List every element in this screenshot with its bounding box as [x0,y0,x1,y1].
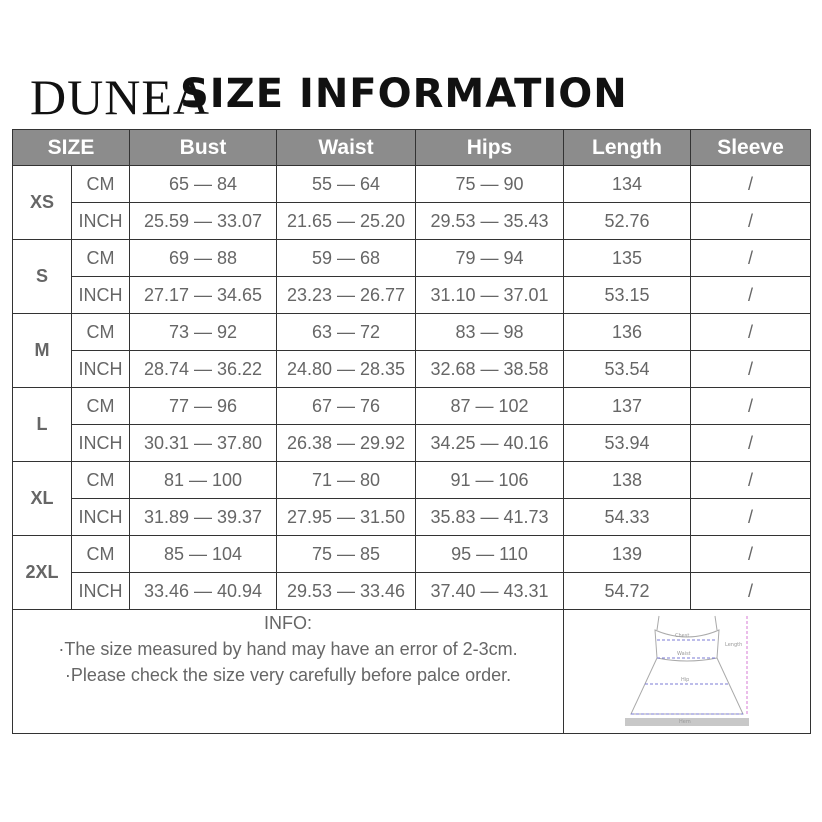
sleeve-cell: / [691,166,811,203]
waist-cell: 75 — 85 [277,536,416,573]
bust-cell: 28.74 — 36.22 [130,351,277,388]
diagram-label-hips: Hip [681,677,690,683]
unit-label: INCH [72,351,130,388]
header-size: SIZE [13,130,130,166]
sleeve-cell: / [691,203,811,240]
bust-cell: 27.17 — 34.65 [130,277,277,314]
dress-measurement-diagram-icon [617,610,757,728]
sleeve-cell: / [691,277,811,314]
length-cell: 136 [564,314,691,351]
waist-cell: 24.80 — 28.35 [277,351,416,388]
unit-label: CM [72,166,130,203]
waist-cell: 59 — 68 [277,240,416,277]
table-row [13,203,811,240]
table-row [13,351,811,388]
unit-label: INCH [72,277,130,314]
unit-label: CM [72,240,130,277]
hips-cell: 32.68 — 38.58 [416,351,564,388]
length-cell: 54.33 [564,499,691,536]
table-row [13,314,811,351]
waist-cell: 21.65 — 25.20 [277,203,416,240]
table-row [13,425,811,462]
size-label: XS [13,166,72,240]
sleeve-cell: / [691,351,811,388]
length-cell: 137 [564,388,691,425]
bust-cell: 77 — 96 [130,388,277,425]
table-row [13,240,811,277]
header-bust: Bust [130,130,277,166]
info-row [13,610,811,734]
size-label: 2XL [13,536,72,610]
table-row [13,573,811,610]
length-cell: 53.15 [564,277,691,314]
unit-label: INCH [72,425,130,462]
unit-label: CM [72,388,130,425]
waist-cell: 27.95 — 31.50 [277,499,416,536]
waist-cell: 71 — 80 [277,462,416,499]
header-hips: Hips [416,130,564,166]
table-row [13,462,811,499]
sleeve-cell: / [691,240,811,277]
bust-cell: 25.59 — 33.07 [130,203,277,240]
unit-label: INCH [72,203,130,240]
table-row [13,536,811,573]
bust-cell: 33.46 — 40.94 [130,573,277,610]
brand-logo: DUNEA [30,69,210,125]
waist-cell: 55 — 64 [277,166,416,203]
waist-cell: 23.23 — 26.77 [277,277,416,314]
hips-cell: 29.53 — 35.43 [416,203,564,240]
diagram-label-waist: Waist [677,651,691,657]
sleeve-cell: / [691,314,811,351]
table-row [13,277,811,314]
hips-cell: 37.40 — 43.31 [416,573,564,610]
hips-cell: 35.83 — 41.73 [416,499,564,536]
diagram-label-hem: Hem [679,719,691,725]
waist-cell: 29.53 — 33.46 [277,573,416,610]
table-header-row [13,130,811,166]
unit-label: CM [72,462,130,499]
length-cell: 134 [564,166,691,203]
hips-cell: 34.25 — 40.16 [416,425,564,462]
size-label: M [13,314,72,388]
unit-label: CM [72,536,130,573]
unit-label: CM [72,314,130,351]
length-cell: 138 [564,462,691,499]
length-cell: 135 [564,240,691,277]
hips-cell: 95 — 110 [416,536,564,573]
info-heading: INFO: [264,613,312,633]
sleeve-cell: / [691,462,811,499]
length-cell: 54.72 [564,573,691,610]
hips-cell: 87 — 102 [416,388,564,425]
waist-cell: 26.38 — 29.92 [277,425,416,462]
size-table [12,129,811,734]
length-cell: 53.54 [564,351,691,388]
bust-cell: 73 — 92 [130,314,277,351]
table-row [13,166,811,203]
hips-cell: 75 — 90 [416,166,564,203]
size-label: L [13,388,72,462]
header-length: Length [564,130,691,166]
length-cell: 52.76 [564,203,691,240]
bust-cell: 31.89 — 39.37 [130,499,277,536]
sleeve-cell: / [691,573,811,610]
sleeve-cell: / [691,536,811,573]
length-cell: 53.94 [564,425,691,462]
hips-cell: 31.10 — 37.01 [416,277,564,314]
hips-cell: 83 — 98 [416,314,564,351]
unit-label: INCH [72,573,130,610]
bust-cell: 69 — 88 [130,240,277,277]
header-waist: Waist [277,130,416,166]
sleeve-cell: / [691,388,811,425]
sleeve-cell: / [691,499,811,536]
size-label: S [13,240,72,314]
size-label: XL [13,462,72,536]
length-cell: 139 [564,536,691,573]
info-panel [13,610,564,734]
table-row [13,499,811,536]
hips-cell: 91 — 106 [416,462,564,499]
sleeve-cell: / [691,425,811,462]
diagram-label-bust: Chest [675,633,690,639]
bust-cell: 81 — 100 [130,462,277,499]
bust-cell: 65 — 84 [130,166,277,203]
page-title: SIZE INFORMATION [180,71,628,117]
info-line-1: ·The size measured by hand may have an error of 2-3cm. [58,639,518,659]
bust-cell: 30.31 — 37.80 [130,425,277,462]
info-line-2: ·Please check the size very carefully before palce order. [64,665,512,685]
header-sleeve: Sleeve [691,130,811,166]
hips-cell: 79 — 94 [416,240,564,277]
diagram-label-length: Length [725,642,743,648]
size-rows [13,166,811,610]
waist-cell: 63 — 72 [277,314,416,351]
table-row [13,388,811,425]
waist-cell: 67 — 76 [277,388,416,425]
bust-cell: 85 — 104 [130,536,277,573]
diagram-cell [564,610,811,734]
unit-label: INCH [72,499,130,536]
